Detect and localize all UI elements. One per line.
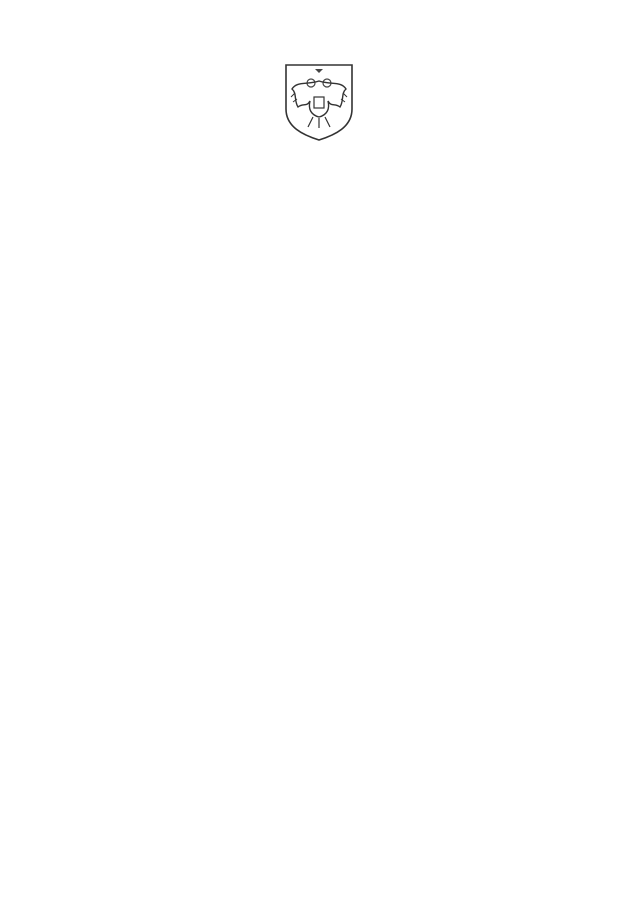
coat-of-arms-emblem [283,63,355,141]
barcode [285,808,355,854]
